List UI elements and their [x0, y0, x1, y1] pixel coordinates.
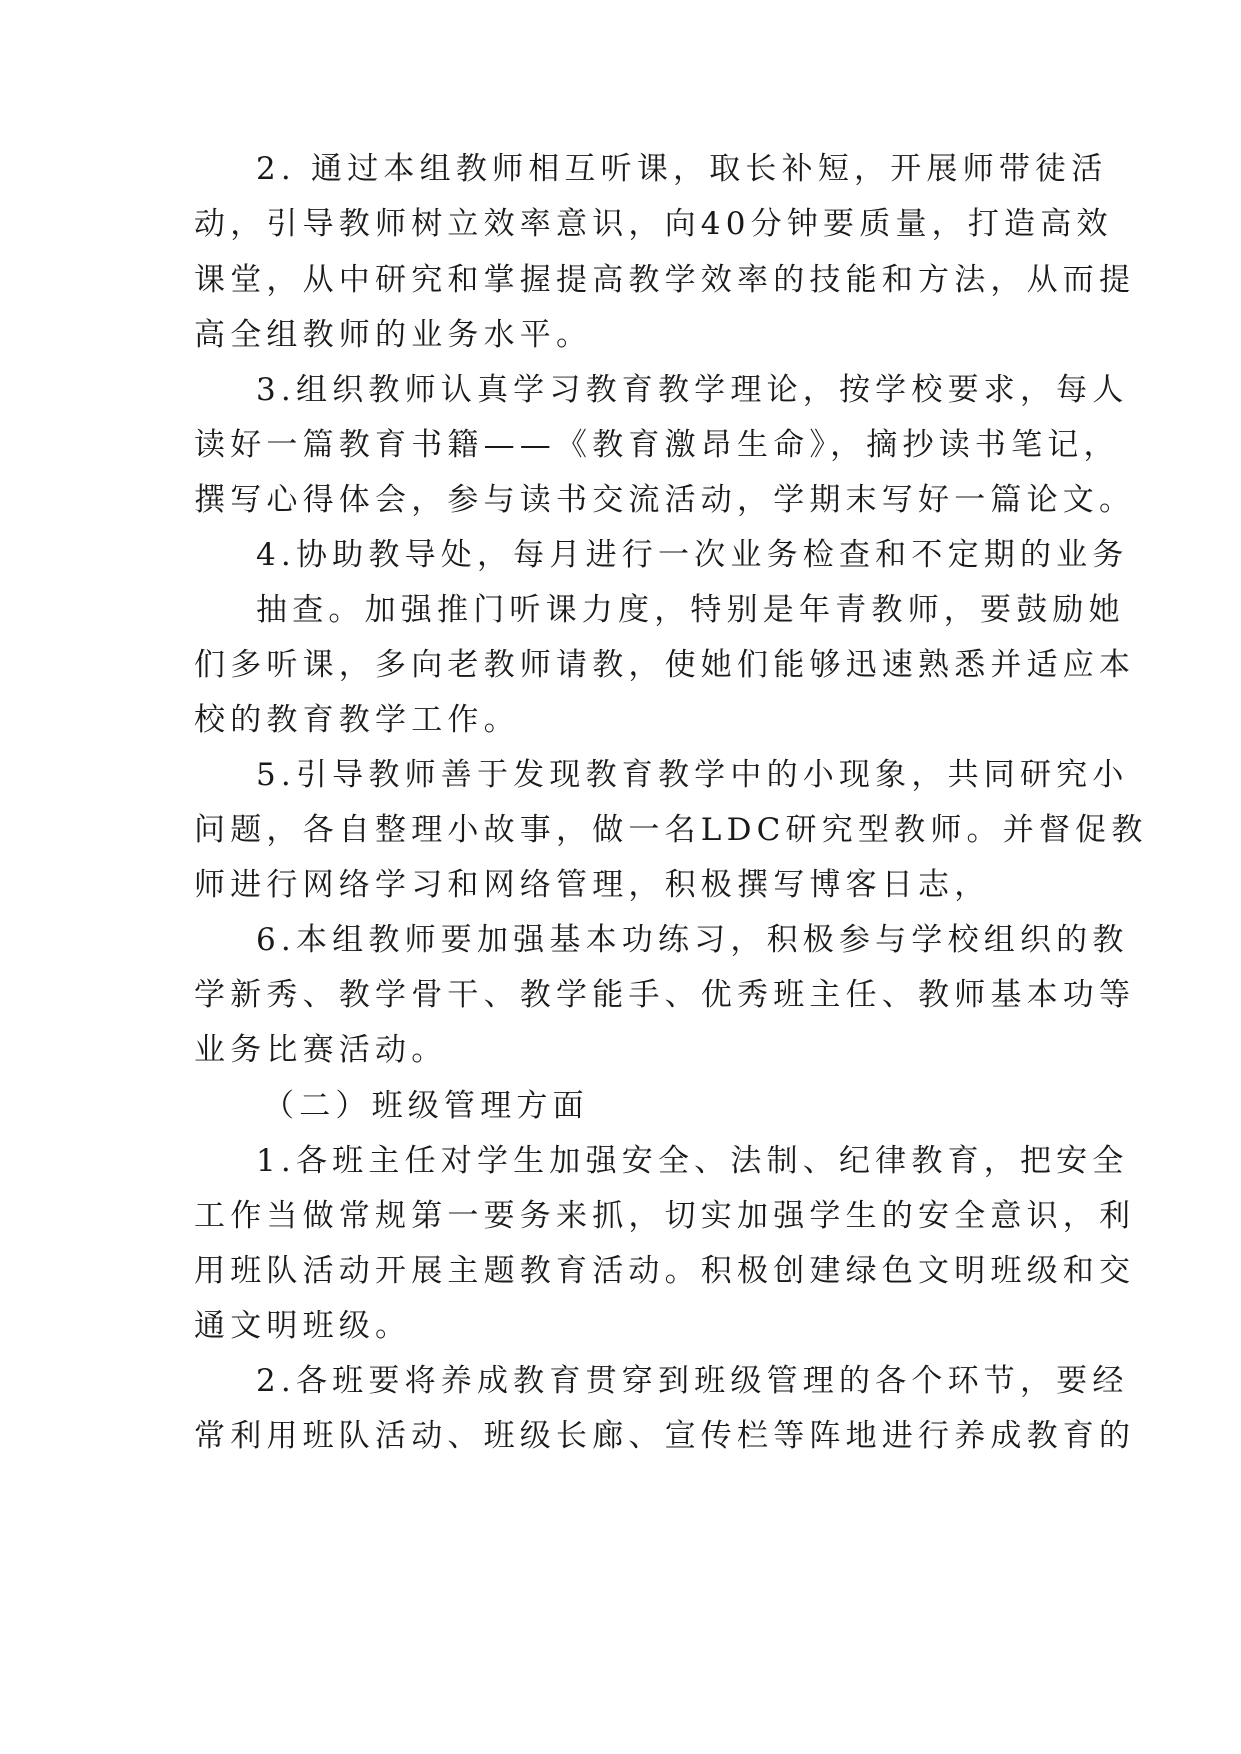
paragraph-line: 6.本组教师要加强基本功练习，积极参与学校组织的教: [256, 922, 1129, 958]
paragraph-line: 动，引导教师树立效率意识，向40分钟要质量，打造高效: [194, 206, 1113, 242]
paragraph-line: 撰写心得体会，参与读书交流活动，学期末写好一篇论文。: [194, 482, 1136, 518]
paragraph-line: 通文明班级。: [194, 1308, 412, 1344]
paragraph-line: 业务比赛活动。: [194, 1032, 448, 1068]
paragraph-line: 2.各班要将养成教育贯穿到班级管理的各个环节，要经: [256, 1363, 1129, 1399]
paragraph-line: 3.组织教师认真学习教育教学理论，按学校要求，每人: [256, 372, 1129, 408]
paragraph-line: 5.引导教师善于发现教育教学中的小现象，共同研究小: [256, 757, 1129, 793]
paragraph-line: 们多听课，多向老教师请教，使她们能够迅速熟悉并适应本: [194, 647, 1136, 683]
paragraph-line: 课堂，从中研究和掌握提高教学效率的技能和方法，从而提: [194, 262, 1136, 298]
paragraph-line: 1.各班主任对学生加强安全、法制、纪律教育，把安全: [256, 1143, 1129, 1179]
paragraph-line: 工作当做常规第一要务来抓，切实加强学生的安全意识，利: [194, 1198, 1136, 1234]
paragraph-line: 校的教育教学工作。: [194, 702, 520, 738]
paragraph-line: 师进行网络学习和网络管理，积极撰写博客日志，: [194, 867, 991, 903]
paragraph-line: 4.协助教导处，每月进行一次业务检查和不定期的业务: [256, 537, 1129, 573]
paragraph-line: 抽查。加强推门听课力度，特别是年青教师，要鼓励她: [256, 592, 1125, 628]
paragraph-line: 读好一篇教育书籍——《教育激昂生命》，摘抄读书笔记，: [194, 427, 1120, 463]
paragraph-line: 问题，各自整理小故事，做一名LDC研究型教师。并督促教: [194, 812, 1148, 848]
paragraph-line: 常利用班队活动、班级长廊、宣传栏等阵地进行养成教育的: [194, 1418, 1136, 1454]
section-heading: （二）班级管理方面: [263, 1088, 589, 1124]
paragraph-line: 2. 通过本组教师相互听课，取长补短，开展师带徒活: [256, 151, 1108, 187]
paragraph-line: 学新秀、教学骨干、教学能手、优秀班主任、教师基本功等: [194, 977, 1136, 1013]
paragraph-line: 高全组教师的业务水平。: [194, 317, 593, 353]
paragraph-line: 用班队活动开展主题教育活动。积极创建绿色文明班级和交: [194, 1253, 1136, 1289]
